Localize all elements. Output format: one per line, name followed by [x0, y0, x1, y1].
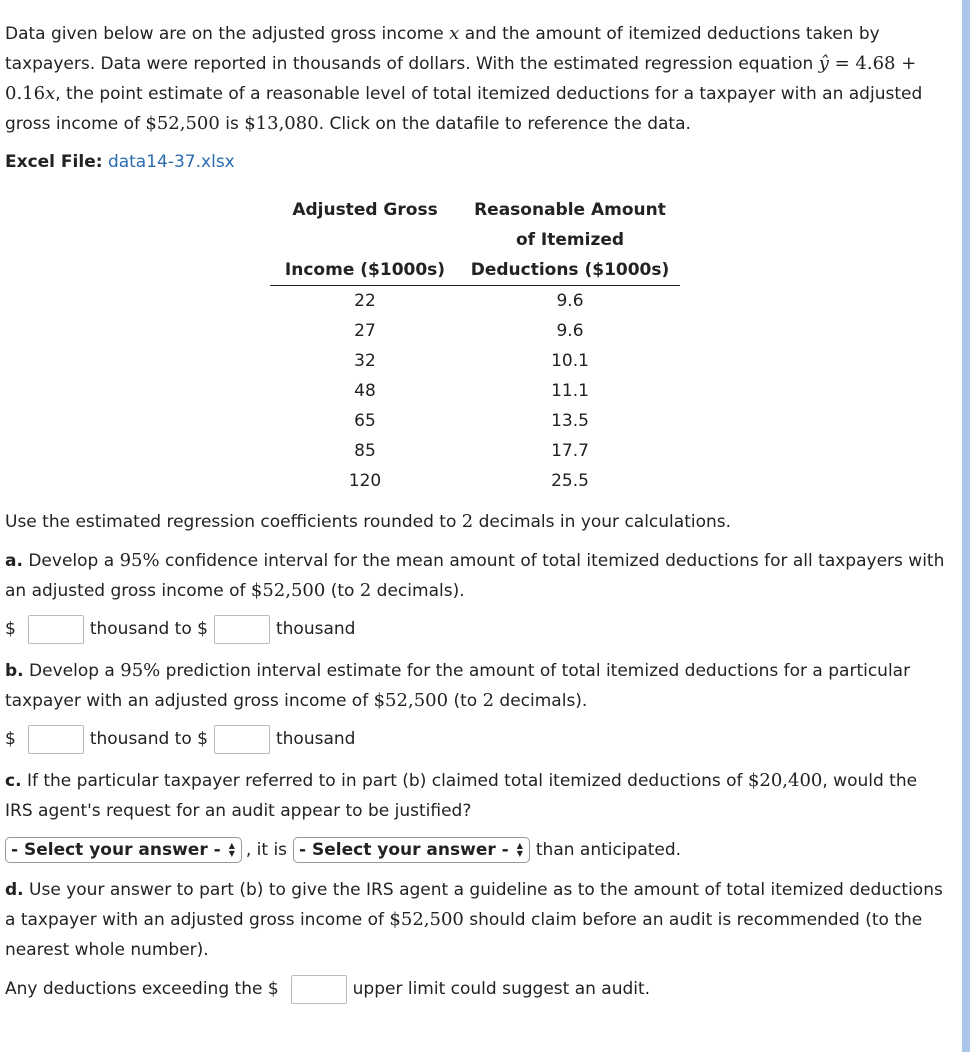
part-b-upper-input[interactable]: [214, 725, 270, 754]
data-table: [270, 195, 680, 496]
part-d-input[interactable]: [291, 975, 347, 1004]
part-c-answer-row: - Select your answer - ▲ ▼ , it is - Select your answer - ▲ ▼ than anticipated.: [5, 835, 681, 865]
table-row: 85 17.7: [354, 441, 589, 461]
part-d-question: d. Use your answer to part (b) to give the IRS agent a guideline as to the amount of total itemized deductions a taxpayer with an adjusted gross income of $52,500 should claim before an audit is recommended (to the nearest whole number).: [5, 880, 943, 960]
header-income: Adjusted Gross Income ($1000s): [284, 200, 446, 280]
var-x: x: [45, 83, 56, 104]
select-arrows-icon: ▲ ▼: [228, 841, 235, 858]
part-b-answer-row: $ thousand to $ thousand: [5, 724, 361, 754]
part-b-lower-input[interactable]: [28, 725, 84, 754]
table-row: 27 9.6: [354, 321, 584, 341]
part-a-lower-input[interactable]: [28, 615, 84, 644]
table-row: 22 9.6: [354, 291, 584, 311]
header-deductions: Reasonable Amount of Itemized Deductions ($1000s): [470, 200, 670, 280]
coefficient-note: Use the estimated regression coefficients rounded to 2 decimals in your calculations.: [5, 511, 732, 532]
part-a-question: a. Develop a 95% confidence interval for the mean amount of total itemized deductions for all taxpayers with an adjusted gross income of $52,500 (to 2 decimals).: [5, 550, 945, 601]
excel-file-link[interactable]: data14-37.xlsx: [107, 152, 235, 172]
excel-file-label: Excel File:: [5, 152, 103, 172]
part-a-answer-row: $ thousand to $ thousand: [5, 614, 361, 644]
problem-intro: [5, 19, 950, 139]
part-c-question: c. If the particular taxpayer referred to in part (b) claimed total itemized deductions of $20,400, would the IRS agent's request for an audit appear to be justified?: [5, 770, 918, 821]
var-yhat: ŷ: [818, 53, 829, 74]
select-arrows-icon: ▲ ▼: [516, 841, 523, 858]
intro-text: , the point estimate of a reasonable level of total itemized deductions for a taxpayer with an adjusted gross income of: [5, 84, 923, 134]
regression-equation: = 4.68 + 0.16: [5, 53, 917, 104]
page-scrollbar[interactable]: [962, 0, 970, 1052]
part-c-select-1[interactable]: - Select your answer - ▲ ▼: [5, 837, 242, 863]
intro-text: Data given below are on the adjusted gross income: [5, 24, 450, 44]
part-b-question: b. Develop a 95% prediction interval estimate for the amount of total itemized deductions for a particular taxpayer with an adjusted gross income of $52,500 (to 2 decimals).: [5, 660, 911, 711]
var-x: x: [449, 23, 460, 44]
table-row: 32 10.1: [354, 351, 589, 371]
part-c-select-2[interactable]: - Select your answer - ▲ ▼: [293, 837, 530, 863]
part-d-answer-row: Any deductions exceeding the $ upper limit could suggest an audit.: [5, 974, 656, 1004]
intro-text: . Click on the datafile to reference the data.: [318, 114, 691, 134]
intro-text: and the amount of itemized deductions taken by taxpayers. Data were reported in thousands of dollars. With the estimated regression equation: [5, 24, 880, 74]
intro-text: is: [219, 114, 245, 134]
table-row: 65 13.5: [354, 411, 589, 431]
table-row: 48 11.1: [354, 381, 589, 401]
part-a-upper-input[interactable]: [214, 615, 270, 644]
income-value: $52,500: [145, 113, 220, 134]
excel-file-line: [5, 147, 235, 177]
table-row: 120 25.5: [348, 471, 589, 491]
deduction-value: $13,080: [244, 113, 319, 134]
